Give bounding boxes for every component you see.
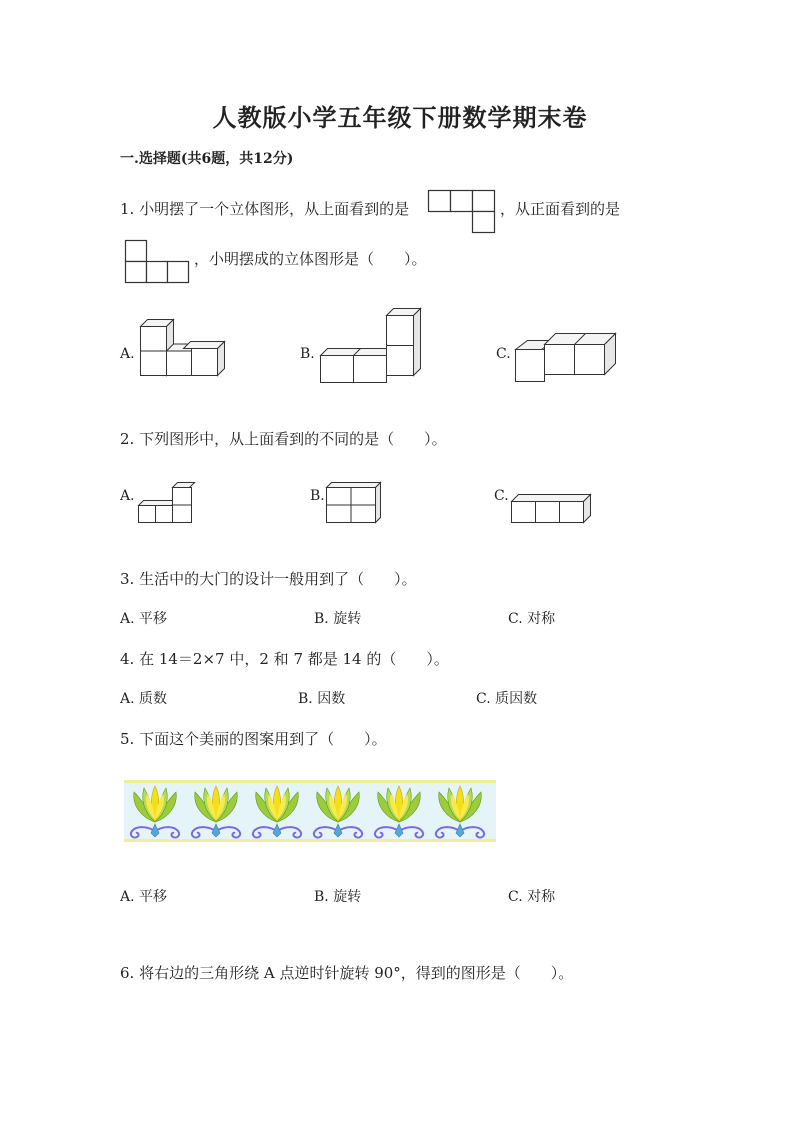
flower-pattern-icon [124,780,496,842]
question-3-text: 3. 生活中的大门的设计一般用到了（ ）。 [120,570,417,588]
question-4-option-c[interactable]: C. 质因数 [476,691,538,707]
question-6-text: 6. 将右边的三角形绕 A 点逆时针旋转 90°，得到的图形是（ ）。 [120,964,574,982]
question-3-option-c[interactable]: C. 对称 [508,611,556,627]
question-2-option-b[interactable]: B. [310,488,325,504]
cube-stack-icon [140,312,230,378]
question-5-option-b[interactable]: B. 旋转 [314,889,362,905]
question-1-option-b[interactable]: B. [300,346,315,362]
question-4-option-b[interactable]: B. 因数 [298,691,346,707]
question-1-part3: ，小明摆成的立体图形是（ ）。 [194,250,427,268]
question-1-part1: 1. 小明摆了一个立体图形，从上面看到的是 [120,200,410,218]
cube-stack-icon [320,308,424,384]
question-4-text: 4. 在 14＝2×7 中，2 和 7 都是 14 的（ ）。 [120,650,449,668]
question-3-option-a[interactable]: A. 平移 [120,611,168,627]
question-2-text: 2. 下列图形中，从上面看到的不同的是（ ）。 [120,430,447,448]
cube-stack-icon [138,482,198,524]
question-2-option-a[interactable]: A. [120,488,135,504]
question-1-option-a[interactable]: A. [120,346,135,362]
question-1-part2: ，从正面看到的是 [500,200,621,218]
cube-stack-icon [515,330,619,384]
question-5-option-a[interactable]: A. 平移 [120,889,168,905]
question-3-option-b[interactable]: B. 旋转 [314,611,362,627]
cube-stack-icon [511,494,593,524]
question-4-option-a[interactable]: A. 质数 [120,691,168,707]
question-2-option-c[interactable]: C. [494,488,509,504]
question-5-text: 5. 下面这个美丽的图案用到了（ ）。 [120,730,387,748]
question-1-option-c[interactable]: C. [496,346,511,362]
cube-stack-icon [326,482,382,524]
section-heading: 一.选择题(共6题，共12分) [120,151,294,167]
page-title: 人教版小学五年级下册数学期末卷 [212,103,588,132]
question-5-option-c[interactable]: C. 对称 [508,889,556,905]
front-view-icon [125,240,191,284]
top-view-icon [428,190,498,234]
